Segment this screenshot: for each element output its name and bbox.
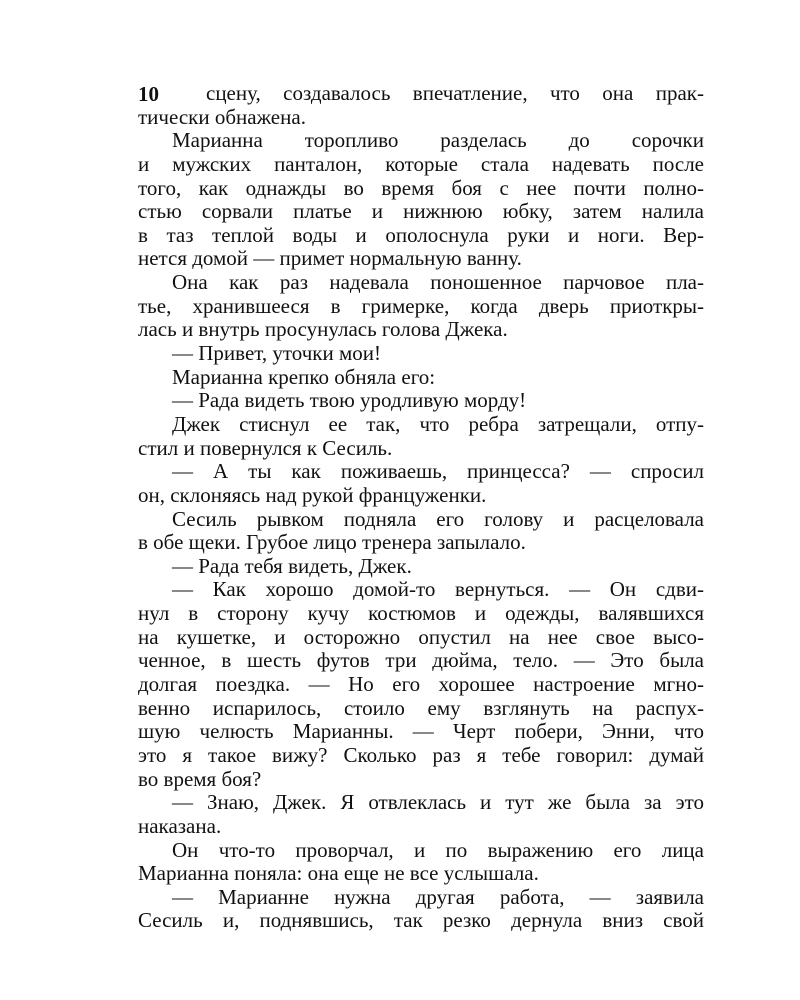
text-line: лась и внутрь просунулась голова Джека. bbox=[138, 317, 508, 342]
text-line: он, склоняясь над рукой француженки. bbox=[138, 482, 487, 507]
text-line: Она как раз надевала поношенное парчовое пла- bbox=[172, 270, 704, 295]
text-line: тье, хранившееся в гримерке, когда дверь приоткры- bbox=[138, 293, 704, 318]
text-line: — Как хорошо домой-то вернуться. — Он сдви- bbox=[172, 577, 704, 602]
text-line: Марианна поняла: она еще не все услышала. bbox=[138, 861, 539, 886]
text-line: Марианна торопливо разделась до сорочки bbox=[172, 128, 704, 153]
text-line: Он что-то проворчал, и по выражению его лица bbox=[172, 837, 704, 862]
text-line: сцену, создавалось впечатление, что она прак- bbox=[206, 81, 704, 105]
text-line: — Рада тебя видеть, Джек. bbox=[172, 553, 412, 578]
text-line: тически обнажена. bbox=[138, 104, 306, 129]
page-number: 10 bbox=[138, 82, 159, 106]
text-line: — А ты как поживаешь, принцесса? — спросил bbox=[172, 459, 704, 484]
text-line: это я такое вижу? Сколько раз я тебе говорил: думай bbox=[138, 742, 704, 767]
text-line: Сесиль и, поднявшись, так резко дернула вниз свой bbox=[138, 908, 704, 933]
text-line: — Рада видеть твою уродливую морду! bbox=[172, 388, 527, 413]
text-line: и мужских панталон, которые стала надевать после bbox=[138, 151, 704, 176]
body-text bbox=[138, 82, 704, 933]
text-line: Сесиль рывком подняла его голову и расцеловала bbox=[172, 506, 704, 531]
text-line: нул в сторону кучу костюмов и одежды, валявшихся bbox=[138, 601, 704, 626]
text-line: — Привет, уточки мои! bbox=[172, 341, 381, 366]
text-line: ченное, в шесть футов три дюйма, тело. — Это была bbox=[138, 648, 704, 673]
text-line: на кушетке, и осторожно опустил на нее свое высо- bbox=[138, 624, 704, 649]
text-line: венно испарилось, стоило ему взглянуть на распух- bbox=[138, 695, 704, 720]
text-line: во время боя? bbox=[138, 766, 262, 791]
text-line: долгая поездка. — Но его хорошее настроение мгно- bbox=[138, 672, 704, 697]
text-line: в обе щеки. Грубое лицо тренера запылало. bbox=[138, 530, 526, 555]
text-line: того, как однажды во время боя с нее почти полно- bbox=[138, 175, 704, 200]
text-line: стил и повернулся к Сесиль. bbox=[138, 435, 393, 460]
text-line: стью сорвали платье и нижнюю юбку, затем налила bbox=[138, 199, 704, 224]
text-line: в таз теплой воды и ополоснула руки и ноги. Вер- bbox=[138, 222, 704, 247]
text-line: наказана. bbox=[138, 813, 222, 838]
text-line: — Знаю, Джек. Я отвлеклась и тут же была за это bbox=[172, 790, 704, 815]
text-line: шую челюсть Марианны. — Черт побери, Энни, что bbox=[138, 719, 704, 744]
text-line: Джек стиснул ее так, что ребра затрещали, отпу- bbox=[172, 411, 704, 436]
text-line: — Марианне нужна другая работа, — заявила bbox=[172, 884, 704, 909]
text-line: нется домой — примет нормальную ванну. bbox=[138, 246, 522, 271]
text-line: Марианна крепко обняла его: bbox=[172, 364, 436, 389]
